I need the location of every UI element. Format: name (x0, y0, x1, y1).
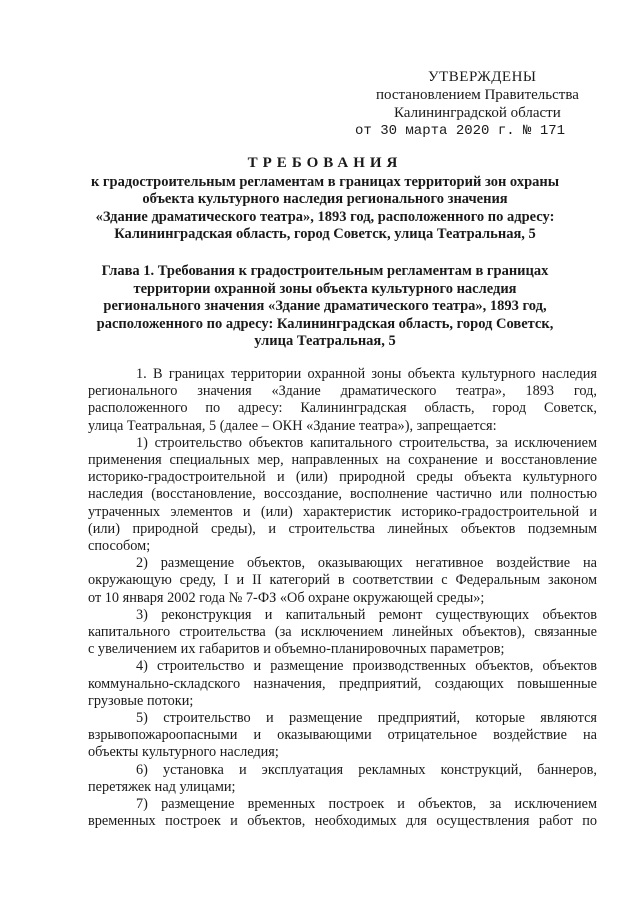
paragraph-line: историко-градостроительной и (или) природной среды объекта культурного (88, 469, 597, 486)
paragraph-line: регионального значения «Здание драматического театра», 1893 год, (88, 383, 597, 400)
chapter-heading (60, 263, 590, 351)
paragraph-line: 4) строительство и размещение производственных объектов, объектов (136, 658, 597, 675)
paragraph-line: 3) реконструкция и капитальный ремонт существующих объектов (136, 606, 597, 623)
title-line: Калининградская область, город Советск, улица Театральная, 5 (114, 226, 536, 242)
list-item-1 (88, 435, 597, 555)
paragraph-line: расположенного по адресу: Калининградская область, город Советск, (88, 400, 597, 417)
chapter-line: расположенного по адресу: Калининградская область, город Советск, (96, 315, 554, 332)
chapter-line: улица Театральная, 5 (254, 333, 396, 349)
document-body (88, 366, 597, 830)
paragraph-line: взрывопожароопасными и оказывающими отрицательное воздействие на (88, 727, 597, 744)
paragraph-line: наследия (восстановление, воссоздание, восполнение частично или полностью (88, 486, 597, 503)
chapter-line: регионального значения «Здание драматического театра», 1893 год, (103, 298, 547, 314)
list-item-3 (88, 607, 597, 659)
paragraph-line: 5) строительство и размещение предприятий, которые являются (136, 710, 597, 727)
paragraph-line: 6) установка и эксплуатация рекламных конструкций, баннеров, (136, 761, 597, 778)
approval-stamp (350, 68, 610, 140)
title-line: к градостроительным регламентам в границах территорий зон охраны (90, 173, 560, 190)
paragraph-line: 1) строительство объектов капитального строительства, за исключением (136, 434, 597, 451)
paragraph-line: объекты культурного наследия; (88, 744, 279, 761)
approval-title: УТВЕРЖДЕНЫ (428, 69, 537, 85)
paragraph-line: применения специальных мер, направленных на сохранение и восстановление (88, 452, 597, 469)
paragraph-line: перетяжек над улицами; (88, 778, 236, 795)
paragraph-line: способом; (88, 538, 151, 555)
approval-authority: постановлением Правительства (376, 87, 579, 103)
title-heading: ТРЕБОВАНИЯ (247, 155, 403, 171)
paragraph-line: грузовые потоки; (88, 692, 194, 709)
list-item-7 (88, 796, 597, 830)
paragraph-line: 2) размещение объектов, оказывающих негативное воздействие на (136, 555, 597, 572)
paragraph-line: улица Театральная, 5 (далее – ОКН «Здание театра»), запрещается: (88, 417, 497, 434)
paragraph-line: с увеличением их габаритов и объемно-планировочных параметров; (88, 641, 505, 658)
paragraph-line: 7) размещение временных построек и объектов, за исключением (136, 796, 597, 813)
list-item-2 (88, 555, 597, 607)
paragraph-line: капитального строительства (за исключением линейных объектов), связанные (88, 624, 597, 641)
paragraph-intro (88, 366, 597, 435)
chapter-line: Глава 1. Требования к градостроительным регламентам в границах (101, 263, 549, 279)
paragraph-line: временных построек и объектов, необходимых для осуществления работ по (88, 813, 597, 830)
paragraph-line: окружающую среду, I и II категорий в соответствии с Федеральным законом (88, 572, 597, 589)
paragraph-line: утраченных элементов и (или) характеристик историко-градостроительной и (88, 503, 597, 520)
chapter-line: территории охранной зоны объекта культурного наследия (133, 280, 517, 297)
title-line: «Здание драматического театра», 1893 год, расположенного по адресу: (95, 208, 555, 225)
approval-date-number: от 30 марта 2020 г. № 171 (355, 123, 566, 139)
list-item-4 (88, 658, 597, 710)
paragraph-line: от 10 января 2002 года № 7-ФЗ «Об охране окружающей среды»; (88, 589, 485, 606)
document-title (60, 155, 590, 244)
title-line: объекта культурного наследия регионального значения (142, 191, 508, 207)
list-item-6 (88, 762, 597, 796)
list-item-5 (88, 710, 597, 762)
paragraph-line: (или) природной среды), и строительства линейных объектов подземным (88, 520, 597, 537)
paragraph-line: 1. В границах территории охранной зоны объекта культурного наследия (136, 366, 597, 382)
paragraph-line: коммунально-складского назначения, предприятий, создающих повышенные (88, 675, 597, 692)
approval-region: Калининградской области (394, 105, 561, 121)
